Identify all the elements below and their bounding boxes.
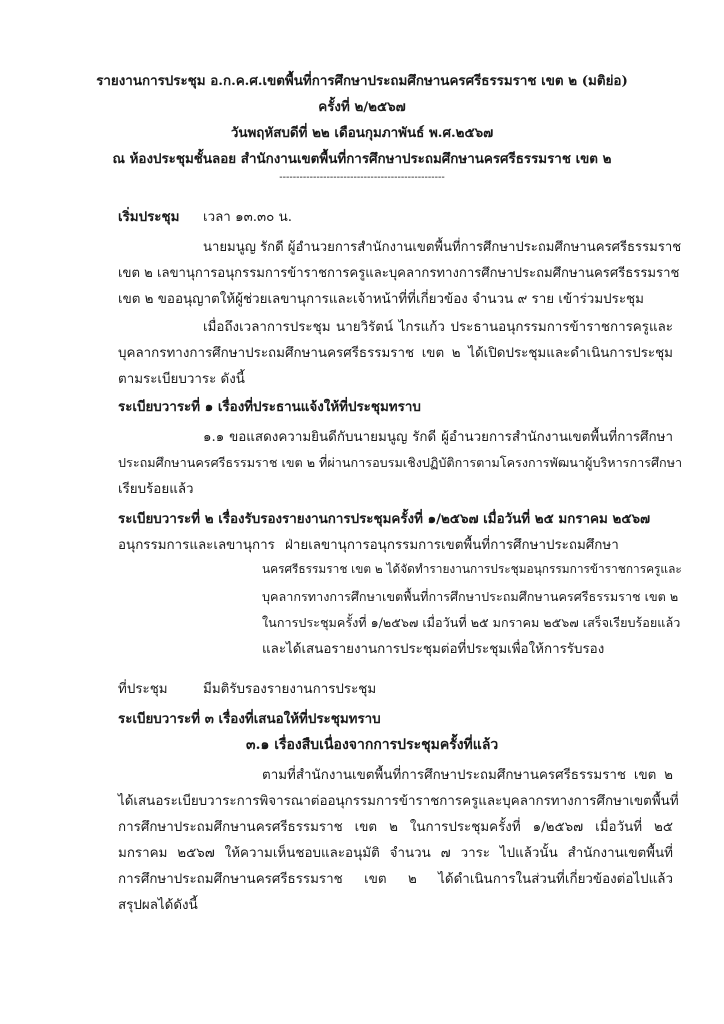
agenda3-subheading: ๓.๑ เรื่องสืบเนื่องจากการประชุมครั้งที่แล้ว: [246, 737, 499, 753]
agenda3-line: การศึกษาประถมศึกษานครศรีธรรมราช เขต ๒ ได้ดำเนินการในส่วนที่เกี่ยวข้องต่อไปแล้ว: [118, 872, 673, 887]
opening-label: เริ่มประชุม: [118, 209, 180, 225]
agenda2-secretary-label: อนุกรรมการและเลขานุการ: [118, 538, 275, 553]
agenda3-line: สรุปผลได้ดังนี้: [118, 898, 198, 913]
agenda1-line: ประถมศึกษานครศรีธรรมราช เขต ๒ ที่ผ่านการอบรมเชิงปฏิบัติการตามโครงการพัฒนาผู้บริหารการศึกษา: [118, 455, 683, 470]
opening-p1-line: เขต ๒ เลขานุการอนุกรรมการข้าราชการครูและบุคลากรทางการศึกษาประถมศึกษานครศรีธรรมราช: [118, 266, 680, 281]
agenda2-line: นครศรีธรรมราช เขต ๒ ได้จัดทำรายงานการประชุมอนุกรรมการข้าราชการครูและ: [262, 562, 682, 576]
opening-p1-line: เขต ๒ ขออนุญาตให้ผู้ช่วยเลขานุการและเจ้าหน้าที่ที่เกี่ยวข้อง จำนวน ๙ ราย เข้าร่วมประชุม: [118, 292, 644, 307]
agenda2-line: ในการประชุมครั้งที่ ๑/๒๕๖๗ เมื่อวันที่ ๒๕ มกราคม ๒๕๖๗ เสร็จเรียบร้อยแล้ว: [262, 615, 681, 630]
agenda3-heading: ระเบียบวาระที่ ๓ เรื่องที่เสนอให้ที่ประชุมทราบ: [118, 711, 381, 727]
agenda3-line: ได้เสนอระเบียบวาระการพิจารณาต่ออนุกรรมการข้าราชการครูและบุคลากรทางการศึกษาเขตพื้นที่: [118, 794, 679, 809]
agenda3-line: การศึกษาประถมศึกษานครศรีธรรมราช เขต ๒ ในการประชุมครั้งที่ ๑/๒๕๖๗ เมื่อวันที่ ๒๕: [118, 820, 673, 835]
meeting-number: ครั้งที่ ๒/๒๕๖๗: [318, 99, 406, 115]
opening-p2-line: ตามระเบียบวาระ ดังนี้: [118, 372, 245, 387]
meeting-venue: ณ ห้องประชุมชั้นลอย สำนักงานเขตพื้นที่การศึกษาประถมศึกษานครศรีธรรมราช เขต ๒: [112, 151, 612, 167]
agenda2-heading: ระเบียบวาระที่ ๒ เรื่องรับรองรายงานการประชุมครั้งที่ ๑/๒๕๖๗ เมื่อวันที่ ๒๕ มกราคม ๒๕๖๗: [118, 511, 651, 527]
agenda2-line: และได้เสนอรายงานการประชุมต่อที่ประชุมเพื่อให้การรับรอง: [262, 642, 605, 657]
agenda1-line: ๑.๑ ขอแสดงความยินดีกับนายมนูญ รักดี ผู้อำนวยการสำนักงานเขตพื้นที่การศึกษา: [203, 430, 673, 445]
agenda1-heading: ระเบียบวาระที่ ๑ เรื่องที่ประธานแจ้งให้ที่ประชุมทราบ: [118, 399, 421, 415]
opening-p2-line: เมื่อถึงเวลาการประชุม นายวิรัตน์ ไกรแก้ว ประธานอนุกรรมการข้าราชการครูและ: [203, 320, 673, 335]
agenda2-line: บุคลากรทางการศึกษาเขตพื้นที่การศึกษาประถมศึกษานครศรีธรรมราช เขต ๒: [262, 589, 679, 604]
meeting-date: วันพฤหัสบดีที่ ๒๒ เดือนกุมภาพันธ์ พ.ศ.๒๕๖๗: [230, 125, 494, 141]
agenda3-line: มกราคม ๒๕๖๗ ให้ความเห็นชอบและอนุมัติ จำนวน ๗ วาระ ไปแล้วนั้น สำนักงานเขตพื้นที่: [118, 846, 673, 861]
agenda2-line: ฝ่ายเลขานุการอนุกรรมการเขตพื้นที่การศึกษาประถมศึกษา: [285, 538, 619, 553]
agenda2-resolution: มีมติรับรองรายงานการประชุม: [203, 682, 377, 697]
report-title: รายงานการประชุม อ.ก.ค.ศ.เขตพื้นที่การศึกษาประถมศึกษานครศรีธรรมราช เขต ๒ (มติย่อ): [96, 73, 628, 89]
opening-p1-line: นายมนูญ รักดี ผู้อำนวยการสำนักงานเขตพื้นที่การศึกษาประถมศึกษานครศรีธรรมราช: [203, 240, 682, 255]
agenda2-resolution-label: ที่ประชุม: [118, 682, 168, 697]
header-divider: -------------------------------------------------: [279, 172, 445, 183]
opening-time: เวลา ๑๓.๓๐ น.: [203, 210, 292, 225]
agenda3-line: ตามที่สำนักงานเขตพื้นที่การศึกษาประถมศึกษานครศรีธรรมราช เขต ๒: [262, 768, 673, 783]
opening-p2-line: บุคลากรทางการศึกษาประถมศึกษานครศรีธรรมราช เขต ๒ ได้เปิดประชุมและดำเนินการประชุม: [118, 346, 673, 361]
agenda1-line: เรียบร้อยแล้ว: [118, 482, 194, 497]
